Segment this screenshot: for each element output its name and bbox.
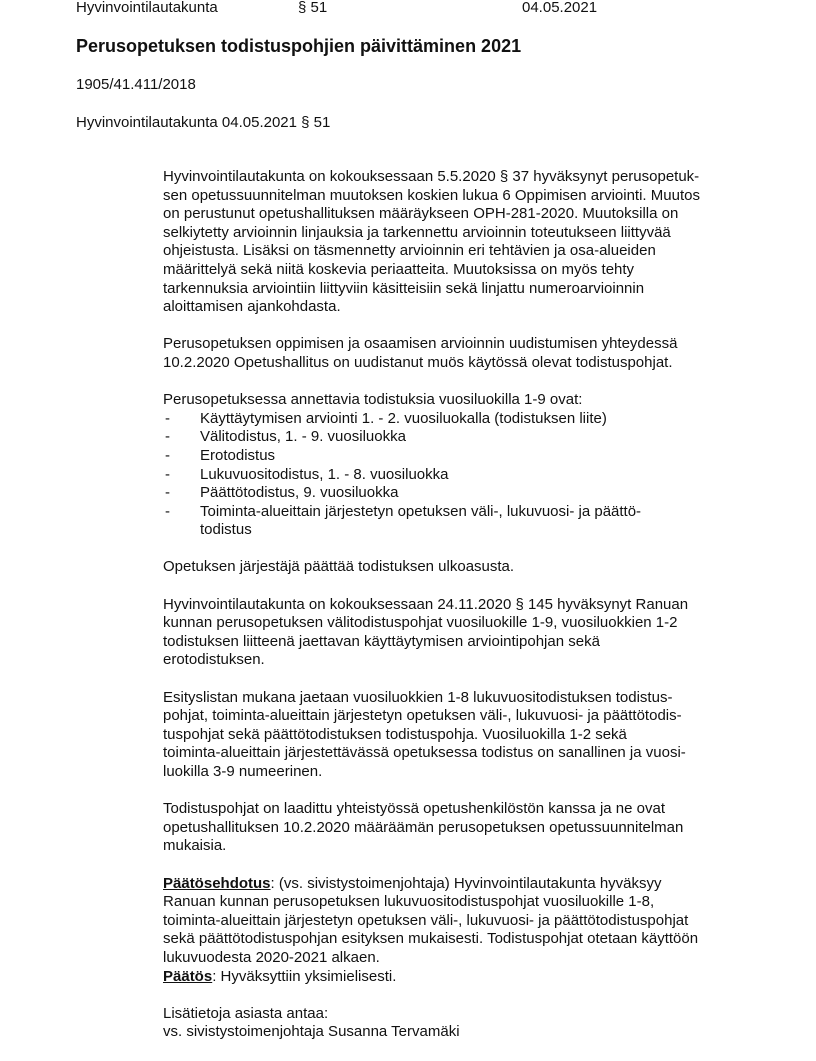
paragraph-background: [163, 168, 743, 317]
text-line: ohjeistusta. Lisäksi on täsmennetty arvioinnin eri tehtävien ja osa-alueiden: [163, 242, 656, 260]
case-number: 1905/41.411/2018: [76, 76, 196, 93]
list-item-text: todistus: [200, 521, 252, 539]
text-line: sen opetussuunnitelman muutoksen koskien lukua 6 Oppimisen arviointi. Muutos: [163, 186, 700, 204]
document-body: [163, 168, 743, 1061]
text-line: 10.2.2020 Opetushallitus on uudistanut muös käytössä olevat todistuspohjat.: [163, 353, 673, 371]
page-header: [76, 0, 816, 19]
text-line: aloittamisen ajankohdasta.: [163, 298, 341, 316]
text-line: on perustunut opetushallituksen määräykseen OPH-281-2020. Muutoksilla on: [163, 205, 679, 223]
dash-bullet: -: [165, 502, 170, 520]
text-line: pohjat, toiminta-alueittain järjestetyn opetuksen väli-, lukuvuosi- ja päättötodis-: [163, 707, 682, 725]
text-line: luokilla 3-9 numeerinen.: [163, 763, 323, 780]
decision-label: Päätös: [163, 967, 213, 985]
list-item: [163, 428, 743, 447]
paragraph-renewal: [163, 335, 743, 372]
text-line: todistuksen liitteenä jaettavan käyttäytymisen arviointipohjan sekä: [163, 632, 600, 650]
list-item-text: Lukuvuositodistus, 1. - 8. vuosiluokka: [200, 465, 449, 483]
text-line: kunnan perusopetuksen välitodistuspohjat vuosiluokille 1-9, vuosiluokkien 1-2: [163, 614, 678, 632]
list-item-text: Käyttäytymisen arviointi 1. - 2. vuosiluokalla (todistuksen liite): [200, 409, 607, 427]
text-line: Hyvinvointilautakunta on kokouksessaan 24.11.2020 § 145 hyväksynyt Ranuan: [163, 595, 689, 613]
text-line: toiminta-alueittain järjestetyn opetuksen väli-, lukuvuosi- ja päättötodistuspohjat: [163, 911, 689, 929]
decision-text: : Hyväksyttiin yksimielisesti.: [212, 967, 397, 985]
paragraph-appearance: [163, 558, 743, 577]
paragraph-cooperation: [163, 800, 743, 856]
text-line: tarkennuksia arviointiin liittyviin käsitteisiin sekä linjattu numeroarvioinnin: [163, 279, 645, 297]
list-item: [163, 410, 743, 429]
contact-info: [163, 1005, 743, 1042]
list-intro: Perusopetuksessa annettavia todistuksia vuosiluokilla 1-9 ovat:: [163, 391, 583, 409]
text-line: lukuvuodesta 2020-2021 alkaen.: [163, 948, 380, 966]
text-line: selkiytetty arvioinnin linjauksia ja tarkennettu arvioinnin toteutukseen liittyvää: [163, 223, 671, 241]
list-item-text: Erotodistus: [200, 446, 276, 464]
header-section: § 51: [298, 0, 328, 16]
dash-bullet: -: [165, 428, 170, 446]
paragraph-attachments: [163, 689, 743, 782]
header-date: 04.05.2021: [522, 0, 598, 16]
contact-intro: Lisätietoja asiasta antaa:: [163, 1004, 329, 1022]
contact-person: vs. sivistystoimenjohtaja Susanna Tervamäki: [163, 1023, 460, 1041]
proposal-text: : (vs. sivistystoimenjohtaja) Hyvinvointilautakunta hyväksyy: [270, 874, 662, 892]
text-line: tuspohjat sekä päättötodistuksen todistuspohja. Vuosiluokilla 1-2 sekä: [163, 725, 627, 743]
proposal-label: Päätösehdotus: [163, 874, 271, 892]
meeting-reference: Hyvinvointilautakunta 04.05.2021 § 51: [76, 114, 331, 131]
text-line: toiminta-alueittain järjestettävässä opetuksessa todistus on sanallinen ja vuosi-: [163, 744, 686, 762]
document-title: Perusopetuksen todistuspohjien päivittäminen 2021: [76, 36, 522, 56]
text-line: Opetuksen järjestäjä päättää todistuksen ulkoasusta.: [163, 558, 515, 576]
list-item-text: Päättötodistus, 9. vuosiluokka: [200, 484, 399, 502]
text-line: Todistuspohjat on laadittu yhteistyössä opetushenkilöstön kanssa ja ne ovat: [163, 800, 665, 818]
text-line: Perusopetuksen oppimisen ja osaamisen arvioinnin uudistumisen yhteydessä: [163, 335, 678, 353]
dash-bullet: -: [165, 465, 170, 483]
list-item-text: Välitodistus, 1. - 9. vuosiluokka: [200, 428, 406, 446]
text-line: Ranuan kunnan perusopetuksen lukuvuositodistuspohjat vuosiluokille 1-8,: [163, 893, 655, 911]
text-line: mukaisia.: [163, 837, 227, 855]
dash-bullet: -: [165, 484, 170, 502]
certificate-list: [163, 410, 743, 540]
text-line: määrittelyä sekä niitä koskevia periaatteita. Muutoksissa on myös tehty: [163, 260, 635, 278]
list-item: [163, 503, 743, 540]
text-line: opetushallituksen 10.2.2020 määräämän perusopetuksen opetussuunnitelman: [163, 818, 684, 836]
certificates-section: [163, 391, 743, 540]
text-line: sekä päättötodistuspohjan esityksen mukaisesti. Todistuspohjat otetaan käyttöön: [163, 930, 699, 948]
list-item-text: Toiminta-alueittain järjestetyn opetuksen väli-, lukuvuosi- ja päättö-: [200, 502, 642, 520]
text-line: Esityslistan mukana jaetaan vuosiluokkien 1-8 lukuvuositodistuksen todistus-: [163, 688, 673, 706]
text-line: Hyvinvointilautakunta on kokouksessaan 5.5.2020 § 37 hyväksynyt perusopetuk-: [163, 168, 700, 185]
dash-bullet: -: [165, 409, 170, 427]
decision-proposal: [163, 875, 743, 968]
paragraph-previous-decision: [163, 596, 743, 670]
text-line: erotodistuksen.: [163, 651, 265, 669]
header-committee: Hyvinvointilautakunta: [76, 0, 218, 16]
list-item: [163, 447, 743, 466]
list-item: [163, 484, 743, 503]
decision: [163, 968, 743, 987]
list-item: [163, 466, 743, 485]
dash-bullet: -: [165, 446, 170, 464]
